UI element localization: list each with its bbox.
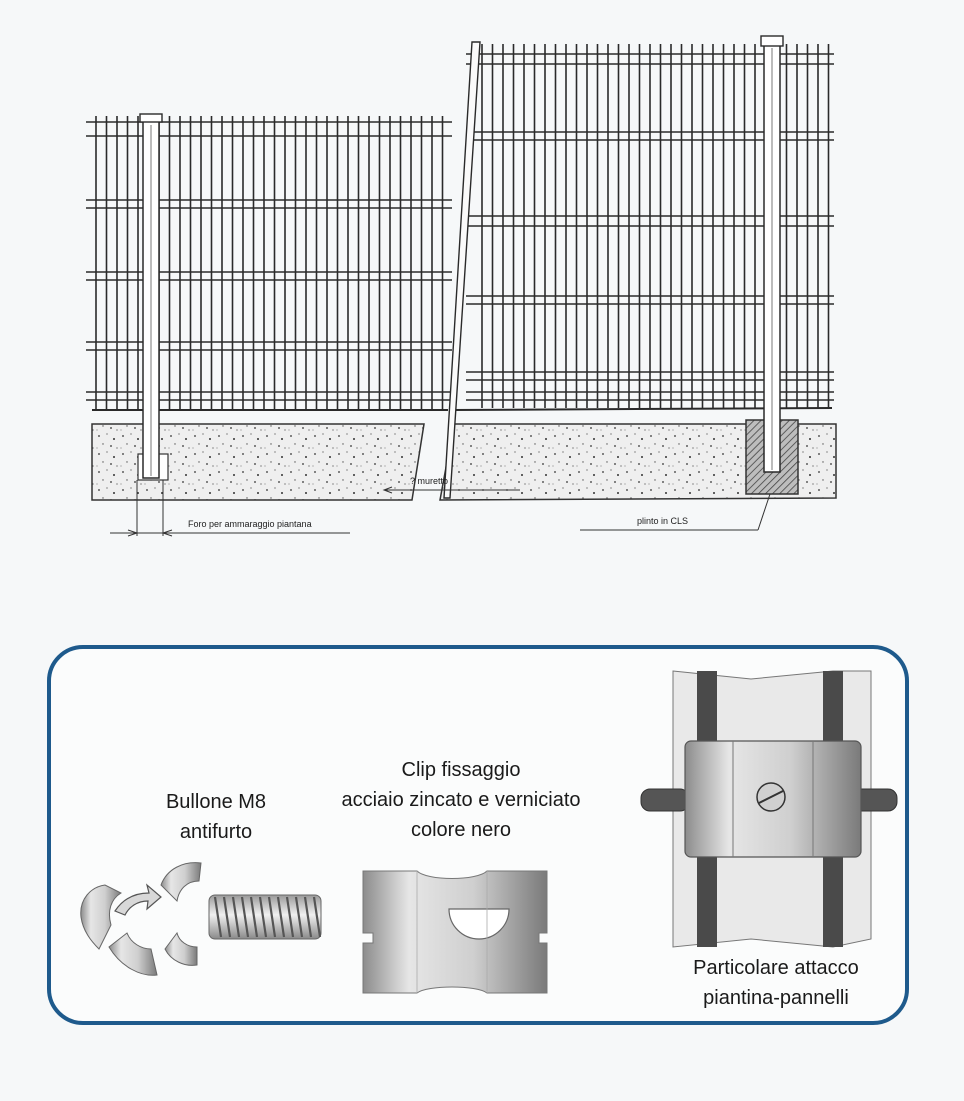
bolt-label-line2: antifurto xyxy=(179,821,253,843)
attachment-label-line1: Particolare attacco xyxy=(693,957,859,979)
clip-label-line1: Clip fissaggio xyxy=(401,759,521,781)
callout-hole: Foro per ammaraggio piantana xyxy=(188,519,312,529)
clip-label-line3: colore nero xyxy=(410,819,512,841)
bolt-label xyxy=(111,787,321,847)
attachment-label-line2: piantina-pannelli xyxy=(703,987,849,1009)
concrete-wall xyxy=(92,424,836,500)
bolt-label-line1: Bullone M8 xyxy=(165,791,267,813)
clip-label xyxy=(341,755,581,845)
right-post xyxy=(746,36,798,494)
attachment-label xyxy=(661,953,891,1013)
callout-wall: ? muretto xyxy=(410,476,449,486)
detail-box xyxy=(47,645,909,1025)
clip-label-line2: acciaio zincato e verniciato xyxy=(341,789,581,811)
bolt-illustration xyxy=(81,863,321,976)
left-fence-panel xyxy=(86,116,452,410)
clip-illustration xyxy=(363,871,547,993)
callout-footing: plinto in CLS xyxy=(637,516,689,526)
attachment-detail xyxy=(641,671,897,947)
